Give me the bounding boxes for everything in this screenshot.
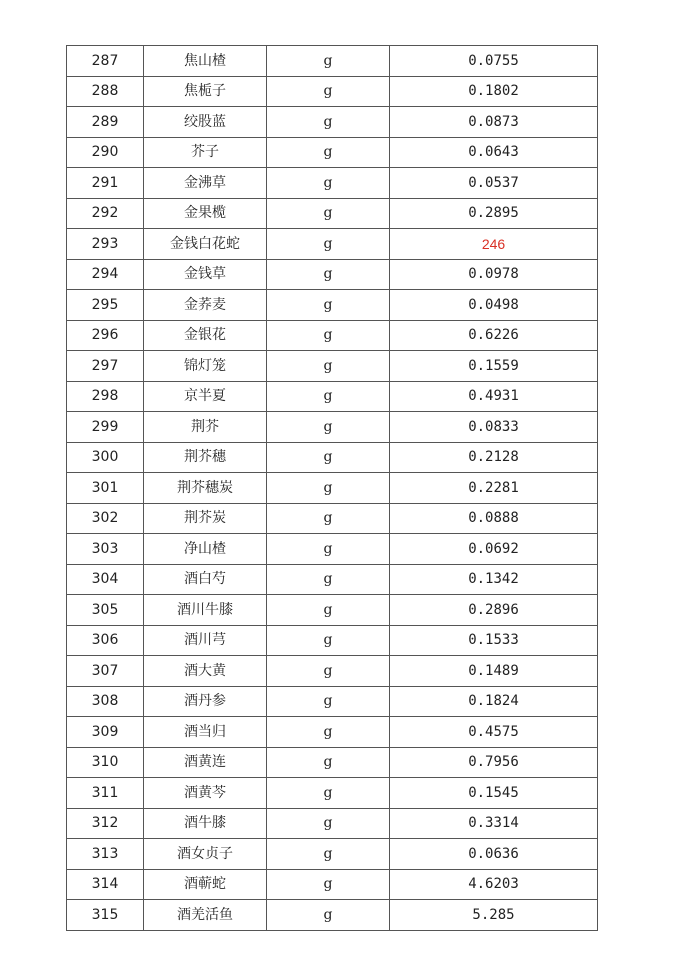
table-row — [67, 137, 598, 168]
unit-cell: g — [267, 46, 390, 77]
table-row — [67, 900, 598, 931]
value-cell: 0.0643 — [390, 137, 598, 168]
table-row — [67, 412, 598, 443]
unit-cell: g — [267, 381, 390, 412]
value-cell: 0.3314 — [390, 808, 598, 839]
value-cell: 0.0498 — [390, 290, 598, 321]
table-row — [67, 625, 598, 656]
item-name-cell: 荆芥穗炭 — [144, 473, 267, 504]
row-number-cell: 293 — [67, 229, 144, 260]
item-name-cell: 荆芥 — [144, 412, 267, 443]
table-row — [67, 320, 598, 351]
row-number-cell: 299 — [67, 412, 144, 443]
value-cell: 0.1824 — [390, 686, 598, 717]
row-number-cell: 300 — [67, 442, 144, 473]
row-number-cell: 306 — [67, 625, 144, 656]
table-row — [67, 656, 598, 687]
table-row — [67, 564, 598, 595]
table-row — [67, 290, 598, 321]
row-number-cell: 294 — [67, 259, 144, 290]
row-number-cell: 287 — [67, 46, 144, 77]
item-name-cell: 酒丹参 — [144, 686, 267, 717]
item-name-cell: 酒女贞子 — [144, 839, 267, 870]
item-name-cell: 金荞麦 — [144, 290, 267, 321]
unit-cell: g — [267, 290, 390, 321]
value-cell: 4.6203 — [390, 869, 598, 900]
value-cell: 0.0978 — [390, 259, 598, 290]
row-number-cell: 314 — [67, 869, 144, 900]
row-number-cell: 298 — [67, 381, 144, 412]
unit-cell: g — [267, 107, 390, 138]
item-name-cell: 绞股蓝 — [144, 107, 267, 138]
table-row — [67, 808, 598, 839]
unit-cell: g — [267, 76, 390, 107]
item-name-cell: 酒羌活鱼 — [144, 900, 267, 931]
item-name-cell: 荆芥穗 — [144, 442, 267, 473]
table-row — [67, 503, 598, 534]
unit-cell: g — [267, 351, 390, 382]
item-name-cell: 金钱白花蛇 — [144, 229, 267, 260]
row-number-cell: 291 — [67, 168, 144, 199]
unit-cell: g — [267, 808, 390, 839]
item-name-cell: 荆芥炭 — [144, 503, 267, 534]
item-name-cell: 酒黄芩 — [144, 778, 267, 809]
value-cell: 0.4931 — [390, 381, 598, 412]
item-name-cell: 金果榄 — [144, 198, 267, 229]
unit-cell: g — [267, 473, 390, 504]
item-name-cell: 酒黄连 — [144, 747, 267, 778]
row-number-cell: 303 — [67, 534, 144, 565]
row-number-cell: 288 — [67, 76, 144, 107]
value-cell: 0.2895 — [390, 198, 598, 229]
item-name-cell: 锦灯笼 — [144, 351, 267, 382]
row-number-cell: 311 — [67, 778, 144, 809]
value-cell: 0.0537 — [390, 168, 598, 199]
unit-cell: g — [267, 747, 390, 778]
unit-cell: g — [267, 869, 390, 900]
value-cell: 0.1342 — [390, 564, 598, 595]
unit-cell: g — [267, 625, 390, 656]
row-number-cell: 295 — [67, 290, 144, 321]
value-cell: 0.2896 — [390, 595, 598, 626]
row-number-cell: 310 — [67, 747, 144, 778]
item-name-cell: 焦栀子 — [144, 76, 267, 107]
item-name-cell: 酒川芎 — [144, 625, 267, 656]
value-cell: 0.6226 — [390, 320, 598, 351]
unit-cell: g — [267, 137, 390, 168]
unit-cell: g — [267, 168, 390, 199]
row-number-cell: 309 — [67, 717, 144, 748]
unit-cell: g — [267, 198, 390, 229]
unit-cell: g — [267, 229, 390, 260]
table-row — [67, 686, 598, 717]
table-row — [67, 76, 598, 107]
item-name-cell: 金沸草 — [144, 168, 267, 199]
table-row — [67, 839, 598, 870]
table-row — [67, 717, 598, 748]
table-row — [67, 229, 598, 260]
table-row — [67, 747, 598, 778]
value-cell: 5.285 — [390, 900, 598, 931]
unit-cell: g — [267, 503, 390, 534]
item-name-cell: 金钱草 — [144, 259, 267, 290]
table-row — [67, 473, 598, 504]
unit-cell: g — [267, 595, 390, 626]
item-name-cell: 酒川牛膝 — [144, 595, 267, 626]
unit-cell: g — [267, 534, 390, 565]
table-body — [67, 46, 598, 931]
row-number-cell: 297 — [67, 351, 144, 382]
table-row — [67, 869, 598, 900]
row-number-cell: 304 — [67, 564, 144, 595]
value-cell: 0.0888 — [390, 503, 598, 534]
row-number-cell: 289 — [67, 107, 144, 138]
value-cell: 0.1802 — [390, 76, 598, 107]
unit-cell: g — [267, 564, 390, 595]
value-cell: 0.1533 — [390, 625, 598, 656]
row-number-cell: 301 — [67, 473, 144, 504]
unit-cell: g — [267, 686, 390, 717]
value-cell: 0.0755 — [390, 46, 598, 77]
item-name-cell: 焦山楂 — [144, 46, 267, 77]
value-cell: 0.4575 — [390, 717, 598, 748]
row-number-cell: 307 — [67, 656, 144, 687]
item-name-cell: 酒蕲蛇 — [144, 869, 267, 900]
unit-cell: g — [267, 442, 390, 473]
item-name-cell: 净山楂 — [144, 534, 267, 565]
table-row — [67, 778, 598, 809]
unit-cell: g — [267, 656, 390, 687]
row-number-cell: 290 — [67, 137, 144, 168]
table-row — [67, 595, 598, 626]
unit-cell: g — [267, 839, 390, 870]
unit-cell: g — [267, 259, 390, 290]
item-name-cell: 酒大黄 — [144, 656, 267, 687]
unit-cell: g — [267, 778, 390, 809]
value-cell: 0.2281 — [390, 473, 598, 504]
item-name-cell: 芥子 — [144, 137, 267, 168]
item-name-cell: 金银花 — [144, 320, 267, 351]
price-table — [66, 45, 598, 931]
row-number-cell: 313 — [67, 839, 144, 870]
table-row — [67, 351, 598, 382]
table-row — [67, 534, 598, 565]
row-number-cell: 305 — [67, 595, 144, 626]
table-row — [67, 442, 598, 473]
row-number-cell: 312 — [67, 808, 144, 839]
unit-cell: g — [267, 717, 390, 748]
table-row — [67, 198, 598, 229]
value-cell: 246 — [390, 229, 598, 260]
value-cell: 0.7956 — [390, 747, 598, 778]
table-row — [67, 46, 598, 77]
value-cell: 0.0636 — [390, 839, 598, 870]
table-row — [67, 259, 598, 290]
value-cell: 0.0833 — [390, 412, 598, 443]
table-row — [67, 381, 598, 412]
item-name-cell: 酒当归 — [144, 717, 267, 748]
item-name-cell: 酒牛膝 — [144, 808, 267, 839]
item-name-cell: 酒白芍 — [144, 564, 267, 595]
value-cell: 0.0873 — [390, 107, 598, 138]
row-number-cell: 308 — [67, 686, 144, 717]
unit-cell: g — [267, 320, 390, 351]
row-number-cell: 296 — [67, 320, 144, 351]
table-row — [67, 107, 598, 138]
value-cell: 0.1559 — [390, 351, 598, 382]
value-cell: 0.1489 — [390, 656, 598, 687]
value-cell: 0.1545 — [390, 778, 598, 809]
row-number-cell: 302 — [67, 503, 144, 534]
unit-cell: g — [267, 900, 390, 931]
table-row — [67, 168, 598, 199]
unit-cell: g — [267, 412, 390, 443]
value-cell: 0.0692 — [390, 534, 598, 565]
row-number-cell: 292 — [67, 198, 144, 229]
item-name-cell: 京半夏 — [144, 381, 267, 412]
value-cell: 0.2128 — [390, 442, 598, 473]
row-number-cell: 315 — [67, 900, 144, 931]
